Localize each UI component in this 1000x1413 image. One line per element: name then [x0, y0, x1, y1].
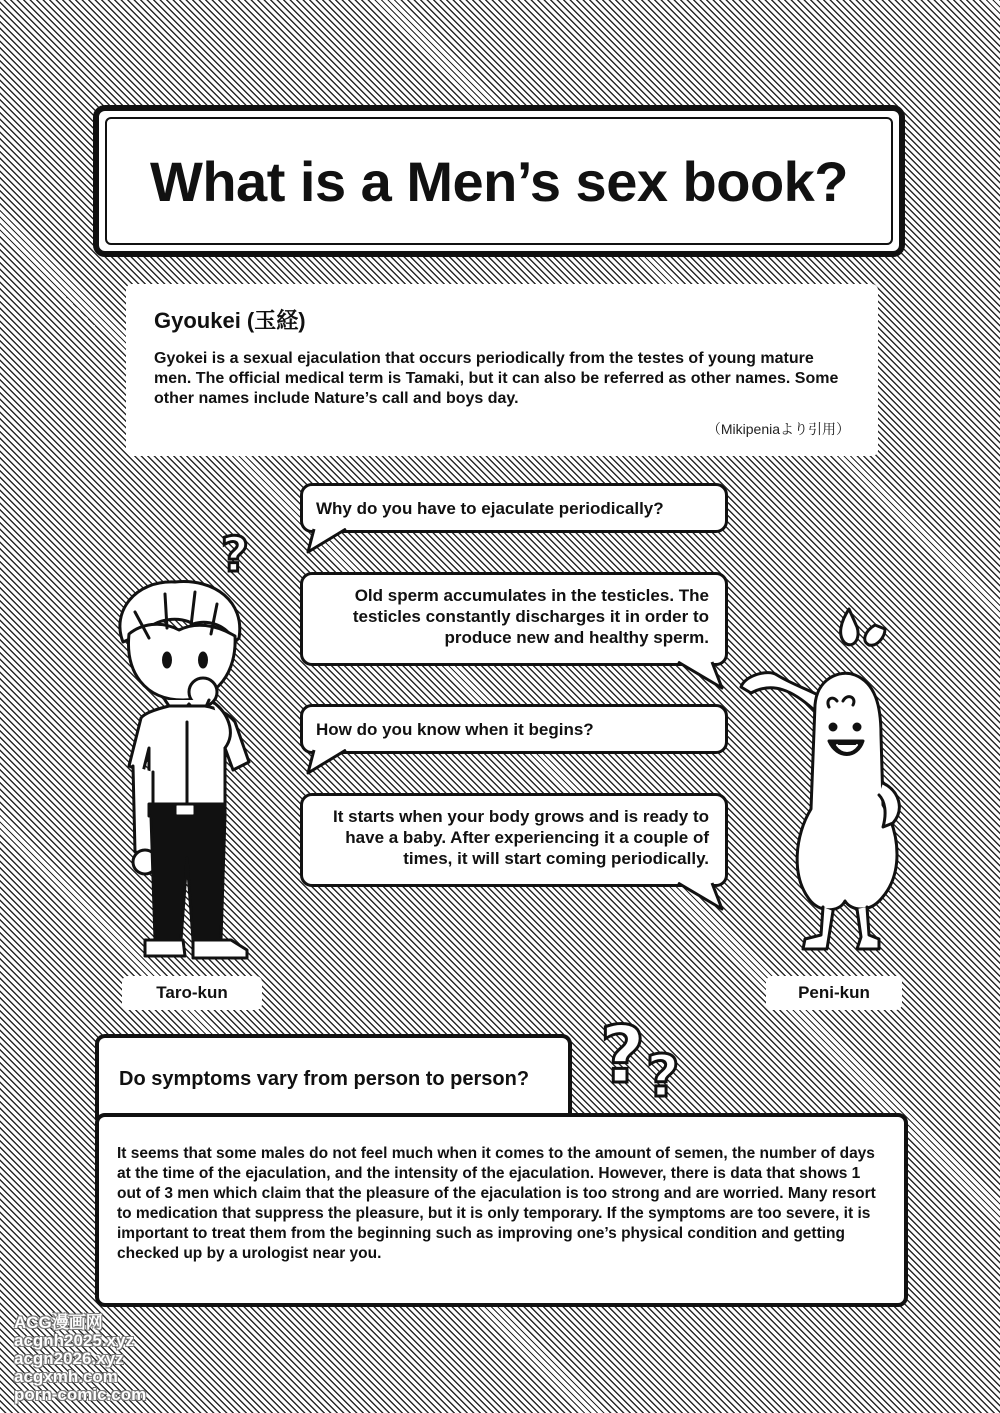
- definition-body: Gyokei is a sexual ejaculation that occurs periodically from the testes of young mature men. The official medical term is Tamaki, but it can also be referred as other names. Some other names include Nature’s call and boys day.: [154, 350, 839, 407]
- bubble-tail: [672, 882, 732, 912]
- character-name-text: Taro-kun: [156, 983, 228, 1002]
- character-name-right: [766, 976, 902, 1010]
- section-body: It seems that some males do not feel much when it comes to the amount of semen, the number of days at the time of the ejaculation, and the intensity of the ejaculation. However, there is data that shows 1 out of 3 men which claim that the pleasure of the ejaculation is too strong and are worried. Many resort to medication that suppress the pleasure, but it is only temporary. If the symptoms are too severe, it is important to treat them from the beginning such as improving one’s physical condition and getting checked up by a urologist near you.: [117, 1145, 876, 1262]
- title-frame: [93, 105, 905, 257]
- bubble-tail: [300, 749, 356, 775]
- svg-text:?: ?: [600, 1011, 646, 1101]
- section-heading: Do symptoms vary from person to person?: [119, 1067, 530, 1090]
- watermark-text: acgnh2025.xyz: [14, 1331, 135, 1350]
- watermark-text: ACG漫画网: [14, 1313, 103, 1332]
- bubble-tail: [300, 528, 356, 554]
- definition-citation: （Mikipeniaより引用）: [706, 421, 850, 437]
- watermark-text: porn-comic.com: [14, 1385, 147, 1404]
- svg-text:?: ?: [221, 527, 249, 579]
- definition-heading: Gyoukei (玉経): [154, 308, 306, 333]
- watermark-text: acgxmh.com: [14, 1367, 118, 1386]
- question-marks-icon: [596, 1000, 708, 1104]
- question-mark-icon: [215, 525, 267, 579]
- svg-text:?: ?: [646, 1042, 680, 1104]
- speech-bubble-question-2: [300, 704, 728, 754]
- peni-kun-illustration: [733, 595, 918, 965]
- watermark-text: acgn2026.xyz: [14, 1349, 124, 1368]
- section-content-box: [95, 1113, 908, 1307]
- page-title: What is a Men’s sex book?: [149, 149, 849, 213]
- bubble-tail: [672, 661, 732, 691]
- definition-box: [126, 284, 878, 456]
- bubble-text: Why do you have to ejaculate periodically?: [316, 498, 664, 518]
- speech-bubble-answer-1: [300, 572, 728, 666]
- speech-bubble-answer-2: [300, 793, 728, 887]
- character-name-text: Peni-kun: [798, 983, 870, 1002]
- section-heading-box: [95, 1034, 572, 1120]
- bubble-text: It starts when your body grows and is ready to have a baby. After experiencing it a couple of times, it will start coming periodically.: [333, 807, 709, 868]
- taro-kun-illustration: [105, 572, 265, 972]
- bubble-text: Old sperm accumulates in the testicles. The testicles constantly discharges it in order to produce new and healthy sperm.: [352, 586, 709, 647]
- speech-bubble-question-1: [300, 483, 728, 533]
- character-name-left: [122, 976, 262, 1010]
- title-inner-frame: [105, 117, 893, 245]
- bubble-text: How do you know when it begins?: [316, 719, 594, 739]
